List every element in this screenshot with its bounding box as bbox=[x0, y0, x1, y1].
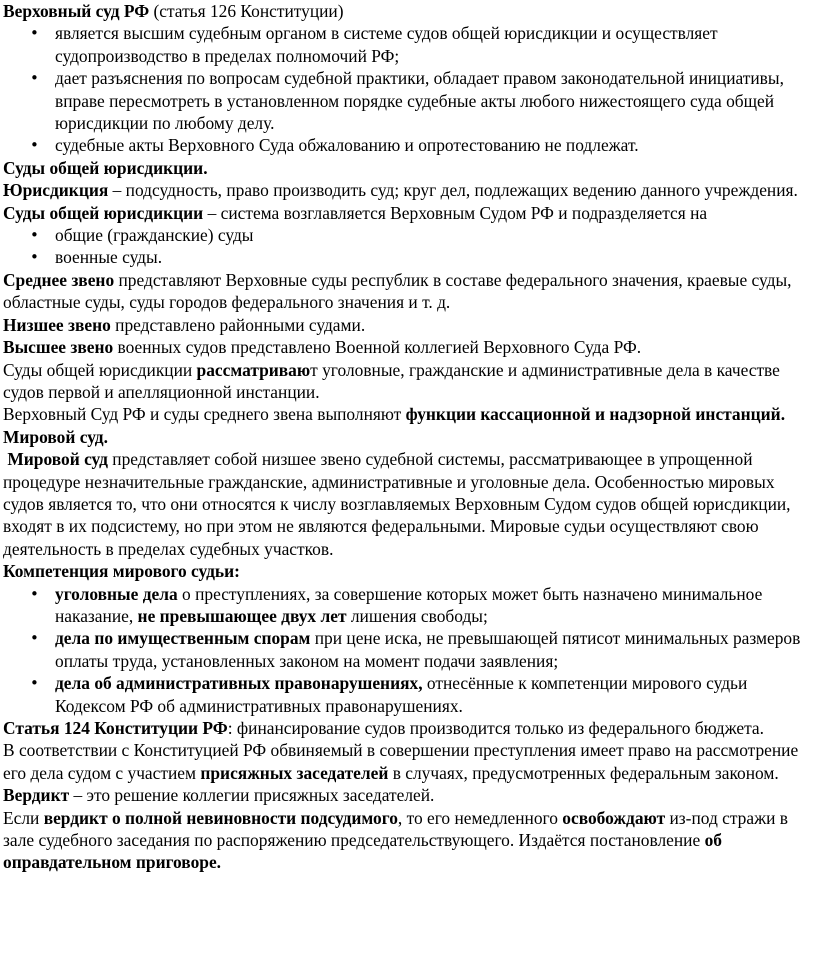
magistrate-heading: Мировой суд. bbox=[3, 426, 108, 447]
list-item: • дает разъяснения по вопросам судебной практики, обладает правом законодательной инициативы, вправе пересмотреть в установленном порядке судебные акты любого нижестоящего суда общей юрисдикции по любому делу. bbox=[3, 67, 810, 134]
general-courts-paragraph: Суды общей юрисдикции – система возглавляется Верховным Судом РФ и подразделяется на bbox=[3, 202, 708, 223]
general-courts-heading: Суды общей юрисдикции. bbox=[3, 157, 208, 178]
list-item: • является высшим судебным органом в системе судов общей юрисдикции и осуществляет судопроизводство в пределах полномочий РФ; bbox=[3, 22, 810, 67]
supreme-court-list bbox=[3, 22, 810, 156]
list-item: • общие (гражданские) суды bbox=[3, 224, 810, 246]
magistrate-paragraph: Мировой суд представляет собой низшее звено судебной системы, рассматривающее в упрощенной процедуре незначительные гражданские, административные и уголовные дела. Особенностью мировых судов является то, что они относятся к числу возглавляемых Верховным Судом судов общей юрисдикции, входят в их подсистему, но при этом не являются федеральными. Мировые судьи осуществляют свою деятельность в пределах судебных участков. bbox=[3, 449, 791, 559]
higher-tier-paragraph: Высшее звено военных судов представлено Военной коллегией Верховного Суда РФ. bbox=[3, 337, 642, 358]
list-item: • военные суды. bbox=[3, 246, 810, 268]
article-124-paragraph: Статья 124 Конституции РФ: финансирование судов производится только из федерального бюджета. bbox=[3, 718, 764, 738]
list-item: • уголовные дела о преступлениях, за совершение которых может быть назначено минимальное наказание, не превышающее двух лет лишения свободы; bbox=[3, 583, 810, 628]
supreme-court-heading: Верховный суд РФ (статья 126 Конституции) bbox=[3, 1, 344, 21]
court-types-list bbox=[3, 224, 810, 269]
supreme-court-title: Верховный суд РФ bbox=[3, 1, 150, 21]
middle-tier-paragraph: Среднее звено представляют Верховные суды республик в составе федерального значения, краевые суды, областные суды, суды городов федерального значения и т. д. bbox=[3, 269, 792, 313]
jurisdiction-paragraph: Юрисдикция – подсудность, право производить суд; круг дел, подлежащих ведению данного учреждения. bbox=[3, 180, 798, 201]
verdict-paragraph: Вердикт – это решение коллегии присяжных заседателей. bbox=[3, 785, 435, 806]
cassation-paragraph: Верховный Суд РФ и суды среднего звена выполняют функции кассационной и надзорной инстанций. bbox=[3, 404, 786, 425]
competence-list bbox=[3, 583, 810, 717]
lower-tier-paragraph: Низшее звено представлено районными судами. bbox=[3, 314, 366, 335]
list-item: • судебные акты Верховного Суда обжалованию и опротестованию не подлежат. bbox=[3, 134, 810, 156]
jury-paragraph: В соответствии с Конституцией РФ обвиняемый в совершении преступления имеет право на рассмотрение его дела судом с участием присяжных заседателей в случаях, предусмотренных федеральным законом. bbox=[3, 740, 799, 783]
acquittal-paragraph: Если вердикт о полной невиновности подсудимого, то его немедленного освобождают из-под стражи в зале судебного заседания по распоряжению председательствующего. Издаётся постановление об оправдательном приговоре. bbox=[3, 807, 788, 873]
consider-paragraph: Суды общей юрисдикции рассматривают уголовные, гражданские и административные дела в качестве судов первой и апелляционной инстанции. bbox=[3, 359, 780, 402]
competence-heading: Компетенция мирового судьи: bbox=[3, 561, 240, 582]
list-item: • дела об административных правонарушениях, отнесённые к компетенции мирового судьи Кодексом РФ об административных правонарушениях. bbox=[3, 672, 810, 717]
list-item: • дела по имущественным спорам при цене иска, не превышающей пятисот минимальных размеров оплаты труда, установленных законом на момент подачи заявления; bbox=[3, 627, 810, 672]
